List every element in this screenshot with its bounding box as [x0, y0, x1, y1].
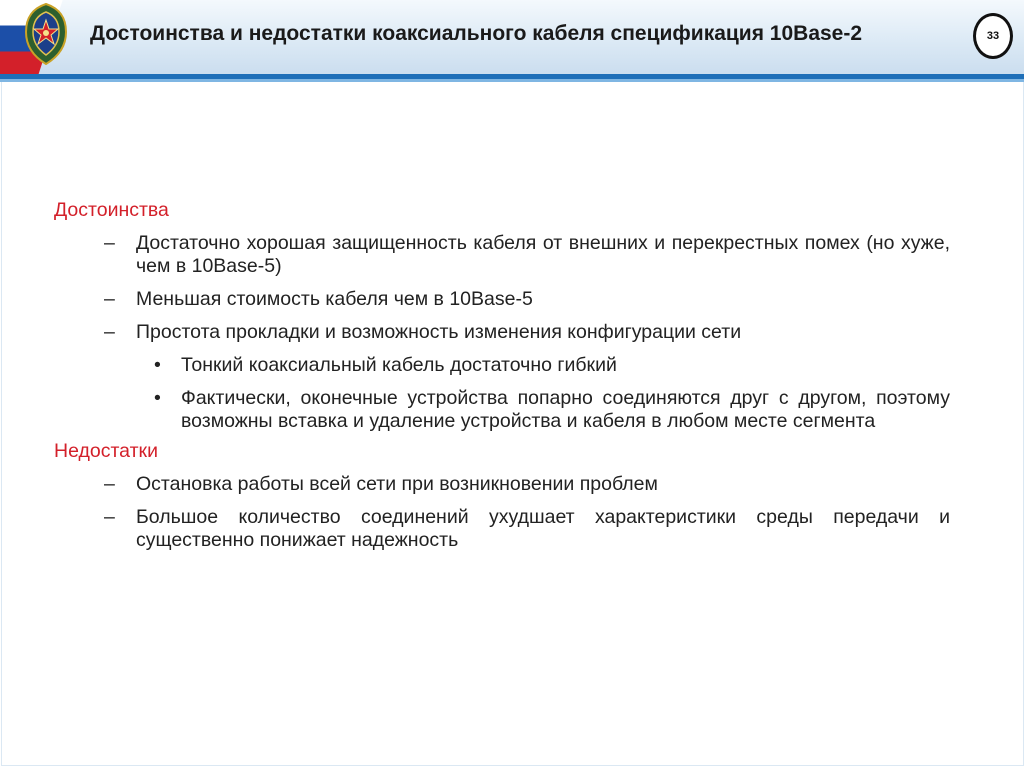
- list-item-text: Достаточно хорошая защищенность кабеля от внешних и перекрестных помех (но хуже, чем в 10Base-5): [136, 232, 950, 277]
- list-item: [54, 232, 950, 278]
- list-item: [54, 321, 950, 344]
- slide-header: [0, 0, 1024, 78]
- list-item: [54, 473, 950, 496]
- dash-marker: –: [104, 288, 115, 310]
- page-title: Достоинства и недостатки коаксиального кабеля спецификация 10Base-2: [90, 22, 863, 45]
- list-item: [54, 288, 950, 311]
- sub-list-item-text: Фактически, оконечные устройства попарно соединяются друг с другом, поэтому возможны вставка и удаление устройства и кабеля в любом месте сегмента: [181, 387, 950, 432]
- list-item-text: Остановка работы всей сети при возникновении проблем: [136, 473, 658, 495]
- bullet-marker: •: [154, 387, 161, 409]
- slide-content: [54, 199, 950, 552]
- list-item-text: Большое количество соединений ухудшает характеристики среды передачи и существенно понижает надежность: [136, 506, 950, 551]
- list-item-text: Простота прокладки и возможность изменения конфигурации сети: [136, 321, 742, 343]
- military-emblem-icon: [22, 2, 70, 66]
- dash-marker: –: [104, 506, 115, 528]
- dash-marker: –: [104, 321, 115, 343]
- disadvantages-heading: Недостатки: [54, 440, 158, 462]
- list-item-text: Меньшая стоимость кабеля чем в 10Base-5: [136, 288, 533, 310]
- dash-marker: –: [104, 232, 115, 254]
- sub-list-item-text: Тонкий коаксиальный кабель достаточно гибкий: [181, 354, 617, 376]
- advantages-heading: Достоинства: [54, 199, 169, 221]
- sub-list-item: [54, 354, 950, 377]
- dash-marker: –: [104, 473, 115, 495]
- bullet-marker: •: [154, 354, 161, 376]
- list-item: [54, 506, 950, 552]
- sub-list-item: [54, 387, 950, 433]
- page-number-badge: 33: [973, 13, 1013, 59]
